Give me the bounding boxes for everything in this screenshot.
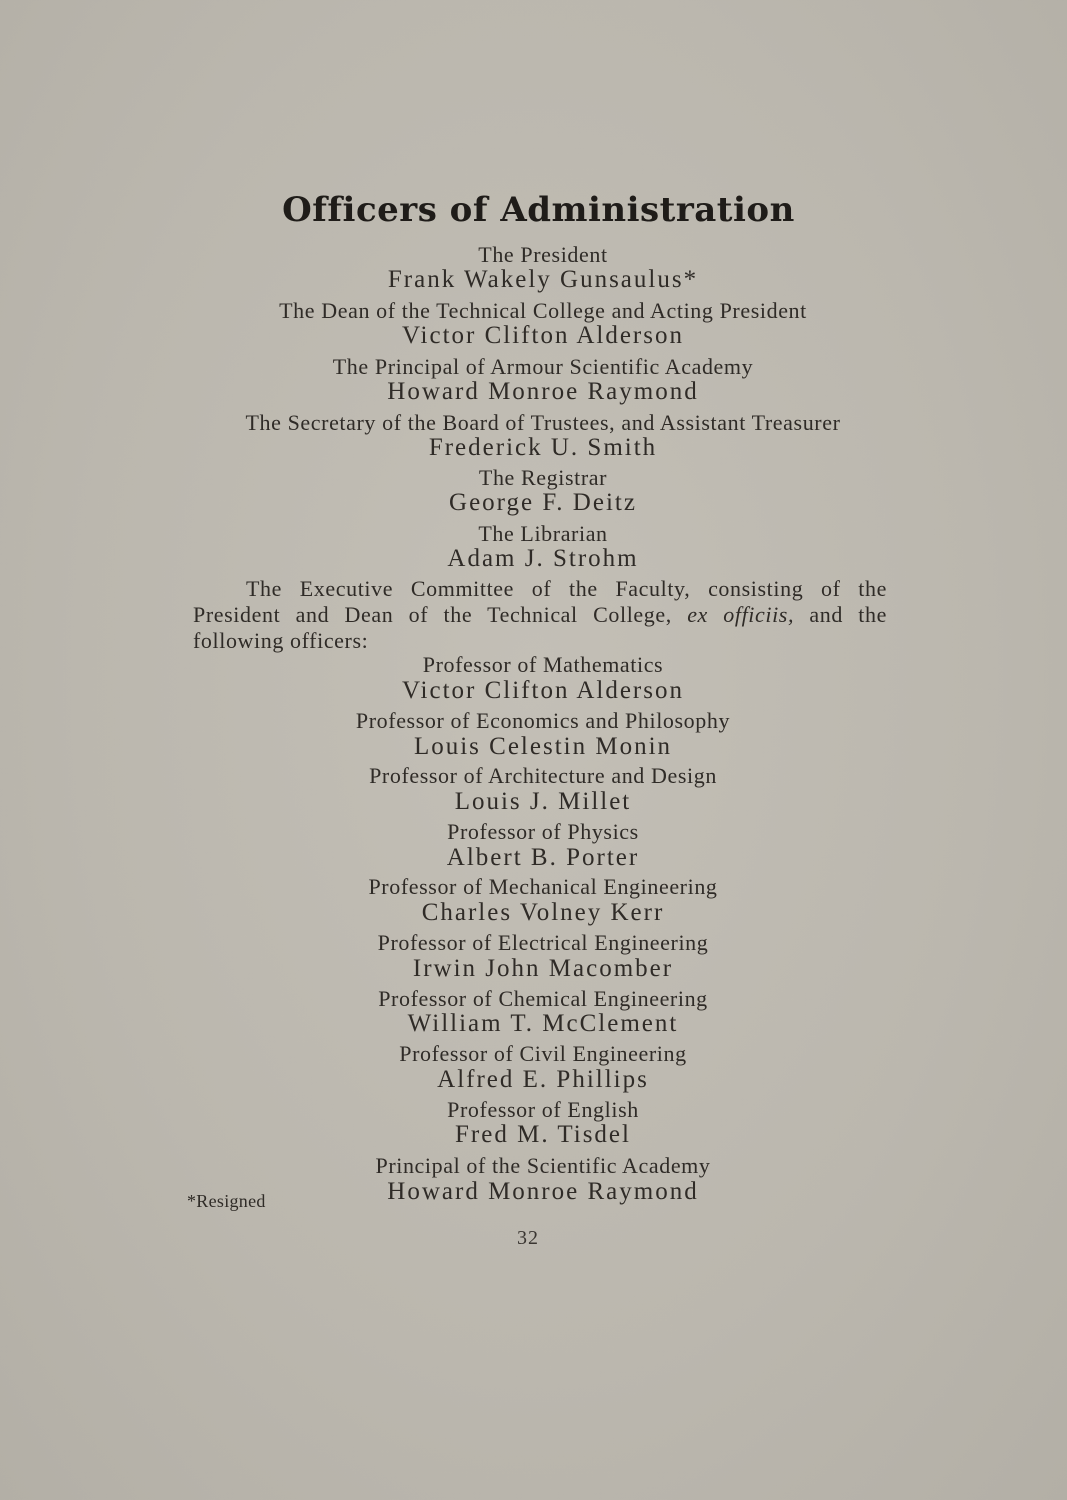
officer-name: Victor Clifton Alderson [402,322,684,349]
office-title: The Secretary of the Board of Trustees, and Assistant Treasurer [245,410,841,435]
office-title: The Principal of Armour Scientific Academy [332,354,754,379]
officer-name: William T. McClement [407,1010,679,1037]
officer-name: Charles Volney Kerr [421,899,665,926]
office-title: Professor of Economics and Philosophy [355,708,731,733]
office-title: Professor of Chemical Engineering [378,986,708,1011]
officer-name: Irwin John Macomber [412,955,674,982]
office-title: Professor of Physics [447,819,639,844]
officer-name: Howard Monroe Raymond [387,378,699,405]
page-title: Officers of Administration [282,190,795,230]
officer-name: Louis Celestin Monin [413,733,673,760]
office-title: Principal of the Scientific Academy [375,1153,711,1178]
officer-name: Adam J. Strohm [447,545,639,572]
office-title: The Registrar [478,465,608,490]
committee-paragraph [193,576,887,654]
officer-name: Louis J. Millet [454,788,632,815]
office-title: Professor of Civil Engineering [399,1041,687,1066]
office-title: Professor of English [447,1097,639,1122]
office-title: Professor of Mathematics [422,652,664,677]
office-title: Professor of Electrical Engineering [377,930,709,955]
committee-text-start: The Executive Committee of the Faculty, consisting of the President and Dean of the Technical College, [193,576,887,627]
office-title: The Dean of the Technical College and Acting President [279,298,807,323]
office-title: Professor of Architecture and Design [369,763,717,788]
footnote: *Resigned [187,1191,266,1211]
officer-name: George F. Deitz [449,489,637,516]
officer-name: Alfred E. Phillips [437,1066,649,1093]
officer-name: Howard Monroe Raymond [387,1178,699,1205]
committee-text-end: and the following officers: [193,602,887,653]
page-number: 32 [517,1227,539,1249]
officer-name: Victor Clifton Alderson [402,677,684,704]
officer-name: Albert B. Porter [446,844,640,871]
officer-name: Fred M. Tisdel [455,1121,631,1148]
office-title: The President [478,242,608,267]
committee-text-italic: ex officiis, [687,602,795,627]
office-title: Professor of Mechanical Engineering [368,874,718,899]
officer-name: Frederick U. Smith [428,434,658,461]
officer-name: Frank Wakely Gunsaulus* [387,266,699,293]
office-title: The Librarian [478,521,608,546]
